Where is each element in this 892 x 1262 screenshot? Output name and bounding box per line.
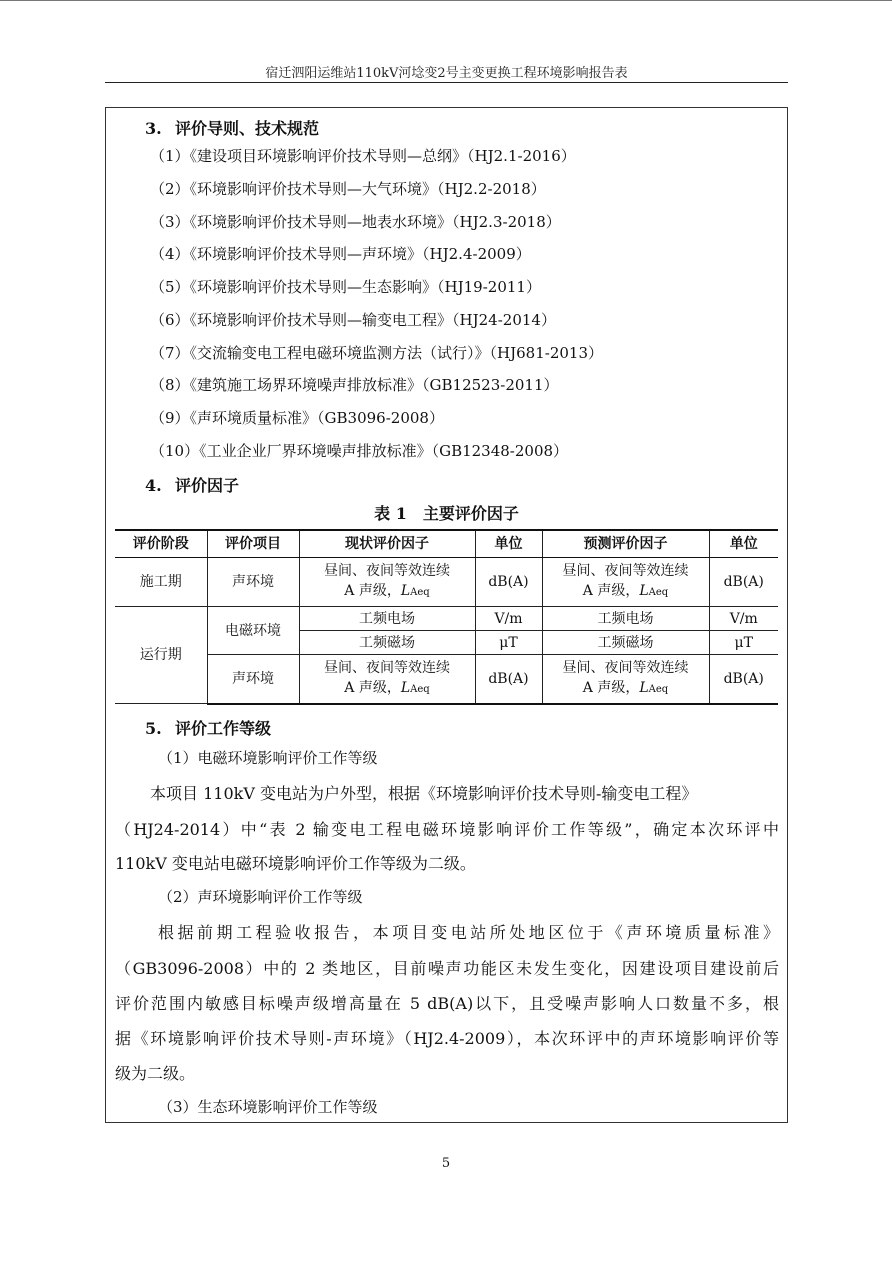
- table-header-row: [115, 530, 778, 558]
- header-rule: [105, 82, 788, 83]
- noise-factor-line1: 昼间、夜间等效连续: [324, 659, 450, 676]
- subsection-heading: （1）电磁环境影响评价工作等级: [158, 749, 378, 767]
- paragraph-line: （HJ24-2014）中“表 2 输变电工程电磁环境影响评价工作等级”，确定本次环评中: [115, 820, 779, 839]
- table-caption: 表 1 主要评价因子: [374, 504, 519, 523]
- paragraph-line: 评价范围内敏感目标噪声级增高量在 5 dB(A)以下，且受噪声影响人口数量不多，根: [115, 994, 779, 1013]
- table-row: [115, 607, 778, 631]
- noise-factor-line2: A 声级，LAeq: [344, 679, 430, 696]
- reference-item: （2）《环境影响评价技术导则—大气环境》（HJ2.2-2018）: [150, 180, 546, 198]
- header-current-factor: 现状评价因子: [299, 530, 475, 558]
- current-factor-cell: [299, 655, 475, 704]
- paragraph-line: 110kV 变电站电磁环境影响评价工作等级为二级。: [115, 854, 476, 873]
- predicted-factor-cell: 工频磁场: [542, 631, 709, 655]
- section-title: 评价因子: [175, 476, 240, 495]
- section-number: 3.: [145, 119, 162, 138]
- reference-item: （4）《环境影响评价技术导则—声环境》（HJ2.4-2009）: [150, 245, 531, 263]
- reference-item: （5）《环境影响评价技术导则—生态影响》（HJ19-2011）: [150, 278, 541, 296]
- section-number: 5.: [145, 719, 162, 738]
- header-unit: 单位: [709, 530, 778, 558]
- header-predicted-factor: 预测评价因子: [542, 530, 709, 558]
- paragraph-line: 级为二级。: [115, 1064, 196, 1083]
- unit-cell: dB(A): [709, 655, 778, 704]
- noise-factor-line1: 昼间、夜间等效连续: [562, 563, 689, 579]
- current-factor-cell: 工频磁场: [299, 631, 475, 655]
- section-number: 4.: [145, 476, 162, 495]
- current-factor-cell: 工频电场: [299, 607, 475, 631]
- header-stage: 评价阶段: [115, 530, 207, 558]
- section-3-heading: [145, 116, 319, 139]
- section-title: 评价工作等级: [175, 719, 272, 738]
- table-row: [115, 558, 778, 607]
- noise-factor-line1: 昼间、夜间等效连续: [324, 563, 450, 579]
- unit-cell: dB(A): [475, 558, 542, 607]
- header-item: 评价项目: [207, 530, 299, 558]
- predicted-factor-cell: [542, 558, 709, 607]
- header-unit: 单位: [475, 530, 542, 558]
- unit-cell: μT: [475, 631, 542, 655]
- reference-item: （6）《环境影响评价技术导则—输变电工程》（HJ24-2014）: [150, 311, 556, 329]
- page-number: 5: [441, 1156, 451, 1171]
- reference-item: （3）《环境影响评价技术导则—地表水环境》（HJ2.3-2018）: [150, 213, 561, 231]
- current-factor-cell: [299, 558, 475, 607]
- noise-factor-line2: A 声级，LAeq: [582, 679, 669, 696]
- stage-cell: 运行期: [115, 607, 207, 704]
- subsection-heading: （2）声环境影响评价工作等级: [158, 888, 363, 906]
- reference-item: （1）《建设项目环境影响评价技术导则—总纲》（HJ2.1-2016）: [150, 147, 576, 165]
- page-top-line: [0, 0, 892, 1]
- section-4-heading: [145, 473, 239, 496]
- unit-cell: μT: [709, 631, 778, 655]
- item-cell: 声环境: [207, 558, 299, 607]
- item-cell: 声环境: [207, 655, 299, 704]
- paragraph-line: （GB3096-2008）中的 2 类地区，目前噪声功能区未发生变化，因建设项目建设前后: [115, 959, 779, 978]
- noise-factor-line1: 昼间、夜间等效连续: [562, 659, 689, 676]
- predicted-factor-cell: [542, 655, 709, 704]
- subsection-heading: （3）生态环境影响评价工作等级: [158, 1098, 378, 1116]
- reference-item: （10）《工业企业厂界环境噪声排放标准》（GB12348-2008）: [150, 442, 569, 460]
- table-row: [115, 655, 778, 704]
- reference-item: （8）《建筑施工场界环境噪声排放标准》（GB12523-2011）: [150, 376, 559, 394]
- item-cell: 电磁环境: [207, 607, 299, 655]
- running-header: 宿迁泗阳运维站110kV河埝变2号主变更换工程环境影响报告表: [265, 66, 628, 81]
- reference-item: （9）《声环境质量标准》（GB3096-2008）: [150, 409, 444, 427]
- stage-cell: 施工期: [115, 558, 207, 607]
- evaluation-factors-table: [115, 529, 778, 705]
- reference-item: （7）《交流输变电工程电磁环境监测方法（试行）》（HJ681-2013）: [150, 344, 604, 362]
- section-5-heading: [145, 716, 271, 739]
- section-title: 评价导则、技术规范: [175, 119, 320, 138]
- unit-cell: dB(A): [475, 655, 542, 704]
- noise-factor-line2: A 声级，LAeq: [582, 583, 669, 599]
- unit-cell: dB(A): [709, 558, 778, 607]
- unit-cell: V/m: [709, 607, 778, 631]
- paragraph-line: 据《环境影响评价技术导则-声环境》（HJ2.4-2009），本次环评中的声环境影响评价等: [115, 1029, 779, 1048]
- paragraph-line: 本项目 110kV 变电站为户外型，根据《环境影响评价技术导则-输变电工程》: [150, 784, 698, 803]
- noise-factor-line2: A 声级，LAeq: [344, 583, 430, 599]
- predicted-factor-cell: 工频电场: [542, 607, 709, 631]
- unit-cell: V/m: [475, 607, 542, 631]
- paragraph-line: 根据前期工程验收报告，本项目变电站所处地区位于《声环境质量标准》: [158, 923, 779, 942]
